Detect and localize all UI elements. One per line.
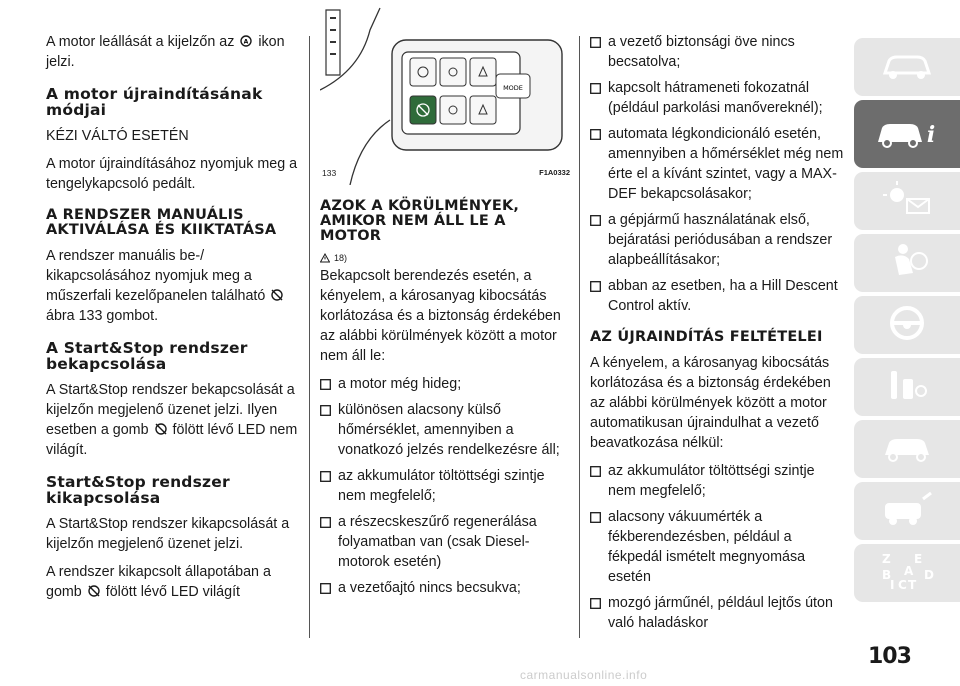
list-item-text: kapcsolt hátrameneti fokozatnál (például parkolási manővereknél); bbox=[608, 80, 823, 116]
sidebar-tab-car-repair[interactable] bbox=[854, 420, 960, 478]
warning-lights-icon bbox=[877, 179, 937, 224]
list-item-text: abban az esetben, ha a Hill Descent Control aktív. bbox=[608, 278, 838, 314]
list-item-text: a részecskeszűrő regenerálása folyamatban van (csak Diesel-motorok esetén) bbox=[338, 514, 537, 570]
manual-desc-text: A rendszer manuális be-/ kikapcsolásához nyomjuk meg a műszerfali kezelőpanelen található bbox=[46, 248, 266, 304]
checkbox-bullet-icon bbox=[320, 517, 331, 528]
list-item bbox=[320, 512, 572, 572]
list-item bbox=[590, 78, 845, 118]
intro-text-b: ikon jelzi. bbox=[46, 34, 285, 70]
start-stop-off-icon bbox=[269, 289, 285, 301]
list-item bbox=[590, 124, 845, 204]
mode-button-label: MODE bbox=[503, 84, 523, 92]
car-repair-icon bbox=[877, 427, 937, 472]
checkbox-bullet-icon bbox=[320, 471, 331, 482]
list-item-text: az akkumulátor töltöttségi szintje nem megfelelő; bbox=[608, 463, 815, 499]
start-stop-off-icon bbox=[86, 585, 102, 597]
conditions-list-continued bbox=[590, 32, 845, 316]
list-item-text: a motor még hideg; bbox=[338, 376, 462, 392]
checkbox-bullet-icon bbox=[590, 466, 601, 477]
heading-system-deactivation: Start&Stop rendszer kikapcsolása bbox=[46, 473, 230, 507]
svg-text:I: I bbox=[890, 577, 895, 592]
sidebar-tab-car-front[interactable] bbox=[854, 38, 960, 96]
list-item bbox=[320, 466, 572, 506]
heading-restart-modes: A motor újraindításának módjai bbox=[46, 85, 263, 119]
checkbox-bullet-icon bbox=[590, 37, 601, 48]
steering-wheel-icon bbox=[877, 303, 937, 348]
heading-conditions-no-stop: AZOK A KÖRÜLMÉNYEK, AMIKOR NEM ÁLL LE A MOTOR bbox=[320, 198, 520, 244]
reference-note bbox=[320, 252, 572, 264]
control-panel-illustration bbox=[320, 0, 572, 185]
intro-paragraph bbox=[46, 32, 298, 72]
svg-text:B: B bbox=[882, 567, 892, 582]
svg-text:T: T bbox=[908, 577, 917, 592]
heading-system-activation: A Start&Stop rendszer bekapcsolása bbox=[46, 339, 248, 373]
checkbox-bullet-icon bbox=[320, 405, 331, 416]
svg-text:E: E bbox=[914, 551, 923, 566]
svg-text:A: A bbox=[904, 563, 914, 578]
manual-activation-text bbox=[46, 246, 298, 326]
figure-number: 133 bbox=[322, 168, 337, 178]
deactivation-text-2a: A rendszer kikapcsolt állapotában a gomb bbox=[46, 564, 271, 600]
chapter-sidebar bbox=[854, 38, 960, 606]
activation-text-a: A Start&Stop rendszer bekapcsolását a kijelzőn megjelenő üzenet jelzi. Ilyen esetben a gomb bbox=[46, 382, 295, 438]
figure-133 bbox=[320, 0, 572, 185]
svg-text:D: D bbox=[924, 567, 934, 582]
list-item-text: az akkumulátor töltöttségi szintje nem megfelelő; bbox=[338, 468, 545, 504]
start-stop-off-icon bbox=[153, 423, 169, 435]
checkbox-bullet-icon bbox=[590, 512, 601, 523]
checkbox-bullet-icon bbox=[590, 83, 601, 94]
list-item-text: mozgó járműnél, például lejtős úton való haladáskor bbox=[608, 595, 833, 631]
manual-gearbox-label: KÉZI VÁLTÓ ESETÉN bbox=[46, 128, 189, 144]
sidebar-tab-car-info[interactable] bbox=[854, 100, 960, 168]
figure-code: F1A0332 bbox=[539, 168, 570, 177]
car-front-icon bbox=[877, 47, 937, 88]
manual-restart-text: A motor újraindításához nyomjuk meg a tengelykapcsoló pedált. bbox=[46, 156, 298, 192]
svg-text:i: i bbox=[926, 121, 936, 148]
restart-conditions-list bbox=[590, 461, 845, 633]
column-2 bbox=[320, 32, 572, 604]
svg-text:Z: Z bbox=[882, 551, 891, 566]
airbag-seat-icon bbox=[877, 241, 937, 286]
list-item-text: a vezető biztonsági öve nincs becsatolva; bbox=[608, 34, 795, 70]
list-item-text: alacsony vákuumérték a fékberendezésben, például a fékpedál ismételt megnyomása esetén bbox=[608, 509, 806, 585]
list-item bbox=[590, 276, 845, 316]
column-3 bbox=[590, 32, 845, 639]
list-item bbox=[320, 374, 572, 394]
list-item bbox=[320, 578, 572, 598]
sidebar-tab-steering-wheel[interactable] bbox=[854, 296, 960, 354]
page-number: 103 bbox=[868, 644, 911, 669]
svg-text:A: A bbox=[244, 38, 249, 46]
intro-text-a: A motor leállását a kijelzőn az bbox=[46, 34, 235, 50]
list-item-text: a gépjármű használatának első, bejáratási periódusában a rendszer alapbeállításakor; bbox=[608, 212, 833, 268]
sidebar-tab-technical-data[interactable] bbox=[854, 482, 960, 540]
sidebar-tab-tools[interactable] bbox=[854, 358, 960, 416]
list-item-text: különösen alacsony külső hőmérséklet, amennyiben a vonatkozó jelzés rendelkezésre áll; bbox=[338, 402, 560, 458]
index-letters-icon bbox=[874, 549, 940, 598]
column-divider-2 bbox=[579, 36, 580, 638]
list-item bbox=[590, 593, 845, 633]
svg-text:C: C bbox=[898, 577, 907, 592]
warning-triangle-icon bbox=[320, 253, 330, 263]
deactivation-text-2b: fölött lévő LED világít bbox=[105, 584, 241, 600]
list-item-text: a vezetőajtó nincs becsukva; bbox=[338, 580, 521, 596]
list-item bbox=[590, 32, 845, 72]
list-item bbox=[590, 210, 845, 270]
checkbox-bullet-icon bbox=[320, 379, 331, 390]
list-item bbox=[590, 507, 845, 587]
column-1 bbox=[46, 32, 298, 610]
checkbox-bullet-icon bbox=[590, 281, 601, 292]
car-info-icon bbox=[874, 112, 940, 157]
sidebar-tab-warning-lights[interactable] bbox=[854, 172, 960, 230]
list-item bbox=[590, 461, 845, 501]
start-stop-icon bbox=[238, 35, 254, 47]
activation-text bbox=[46, 380, 298, 460]
checkbox-bullet-icon bbox=[590, 598, 601, 609]
column-divider-1 bbox=[309, 36, 310, 638]
checkbox-bullet-icon bbox=[590, 129, 601, 140]
checkbox-bullet-icon bbox=[590, 215, 601, 226]
watermark: carmanualsonline.info bbox=[520, 668, 648, 682]
conditions-list bbox=[320, 374, 572, 598]
checkbox-bullet-icon bbox=[320, 583, 331, 594]
restart-lead: A kényelem, a károsanyag kibocsátás korlátozása és a biztonság érdekében az alábbi körülmények között a motor automatikusan újraindulhat a vezető beavatkozása nélkül: bbox=[590, 355, 831, 451]
conditions-lead: Bekapcsolt berendezés esetén, a kényelem, a károsanyag kibocsátás korlátozása és a biztonság érdekében az alábbi körülmények között a motor nem áll le: bbox=[320, 268, 561, 364]
deactivation-text-2 bbox=[46, 562, 298, 602]
list-item bbox=[320, 400, 572, 460]
list-item-text: automata légkondicionáló esetén, amennyiben a hőmérséklet még nem érte el a kívánt szintet, vagy a MAX-DEF bekapcsolásakor; bbox=[608, 126, 844, 202]
tools-icon bbox=[877, 365, 937, 410]
manual-desc-text-b: ábra 133 gombot. bbox=[46, 308, 159, 324]
reference-number: 18) bbox=[334, 253, 348, 263]
heading-manual-activation: A RENDSZER MANUÁLIS AKTIVÁLÁSA ÉS KIIKTATÁSA bbox=[46, 207, 277, 238]
heading-restart-conditions: AZ ÚJRAINDÍTÁS FELTÉTELEI bbox=[590, 329, 823, 345]
sidebar-tab-index-letters[interactable] bbox=[854, 544, 960, 602]
technical-data-icon bbox=[877, 489, 937, 534]
activation-text-b: fölött lévő LED nem világít. bbox=[46, 422, 298, 458]
deactivation-text-1: A Start&Stop rendszer kikapcsolását a kijelzőn megjelenő üzenet jelzi. bbox=[46, 516, 290, 552]
sidebar-tab-airbag-seat[interactable] bbox=[854, 234, 960, 292]
